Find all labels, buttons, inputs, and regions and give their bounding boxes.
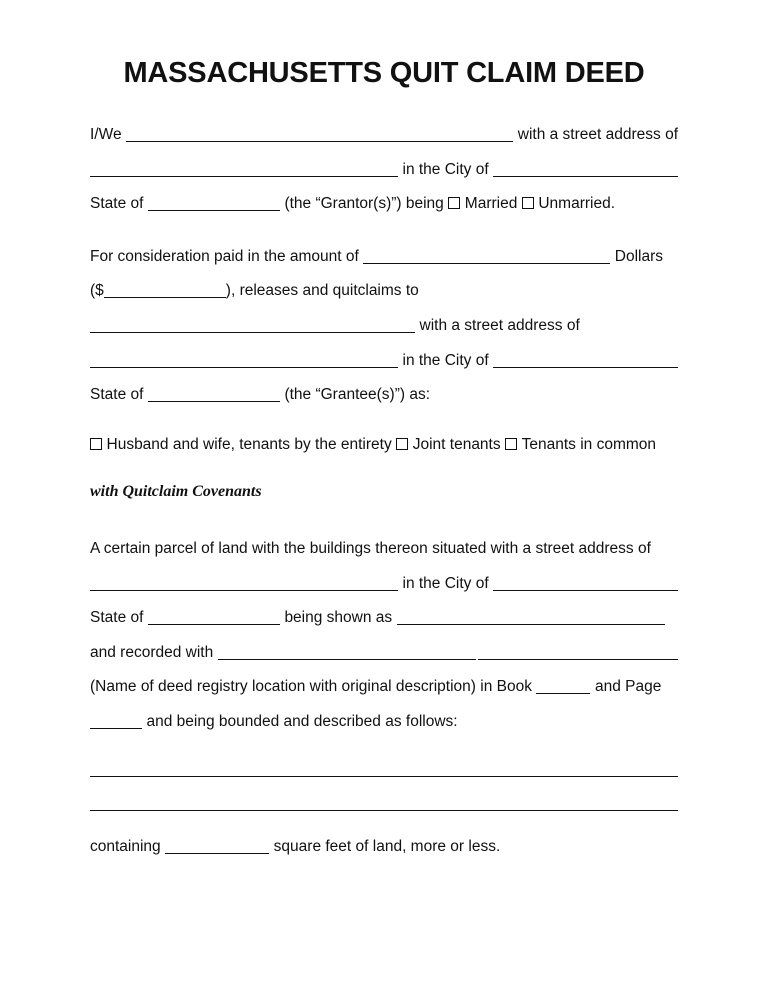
form-line <box>90 317 678 352</box>
form-text: (the “Grantor(s)”) being <box>284 195 444 213</box>
form-text: square feet of land, more or less. <box>273 837 501 855</box>
form-text: ($ <box>90 282 104 300</box>
form-text: Married <box>464 195 518 213</box>
paragraph-covenants <box>90 483 678 518</box>
paragraph-containing-clause <box>90 838 678 873</box>
form-text: Husband and wife, tenants by the entirety <box>106 435 392 453</box>
form-text: and Page <box>594 678 662 696</box>
paragraph-grantor-clause <box>90 126 678 230</box>
form-line <box>90 761 678 796</box>
form-line <box>90 644 678 679</box>
form-text: State of <box>90 386 144 404</box>
property-street-address-blank[interactable] <box>90 578 398 591</box>
form-line <box>90 540 678 575</box>
covenant-text: with Quitclaim Covenants <box>90 483 262 501</box>
form-line <box>90 352 678 387</box>
form-text: in the City of <box>402 351 489 369</box>
form-line <box>90 248 678 283</box>
property-description-line-2-blank[interactable] <box>90 798 678 811</box>
form-text: Tenants in common <box>521 435 657 453</box>
form-line <box>90 575 678 610</box>
form-line <box>90 678 678 713</box>
property-city-blank[interactable] <box>493 578 678 591</box>
paragraph-consideration-grantee-clause <box>90 248 678 421</box>
form-text: being shown as <box>284 609 393 627</box>
tenants-in-common-checkbox[interactable] <box>505 438 517 450</box>
form-text: and being bounded and described as follows: <box>146 712 458 730</box>
form-line <box>90 795 678 830</box>
husband-and-wife-tenants-by-entirety-checkbox[interactable] <box>90 438 102 450</box>
form-text: I/We <box>90 126 122 143</box>
form-text: A certain parcel of land with the buildings thereon situated with a street address of <box>90 539 651 557</box>
form-line <box>90 161 678 196</box>
form-text: ), releases and quitclaims to <box>225 282 419 300</box>
grantee-street-address-blank[interactable] <box>90 355 398 368</box>
form-text: with a street address of <box>419 316 580 334</box>
book-number-blank[interactable] <box>536 681 590 694</box>
paragraph-description-blank-lines <box>90 761 678 830</box>
property-plan-reference-blank[interactable] <box>397 612 665 625</box>
grantor-names-blank[interactable] <box>126 129 513 142</box>
form-line <box>90 609 678 644</box>
form-text: (the “Grantee(s)”) as: <box>284 386 430 404</box>
consideration-amount-numeric-blank[interactable] <box>104 285 226 298</box>
form-line <box>90 483 678 518</box>
form-text: State of <box>90 609 144 627</box>
form-line <box>90 713 678 748</box>
consideration-amount-words-blank[interactable] <box>363 251 610 264</box>
married-checkbox[interactable] <box>448 197 460 209</box>
form-text: For consideration paid in the amount of <box>90 247 359 265</box>
form-text: State of <box>90 195 144 213</box>
grantor-street-address-blank[interactable] <box>90 164 398 177</box>
unmarried-checkbox[interactable] <box>522 197 534 209</box>
form-text: in the City of <box>402 574 489 592</box>
land-area-square-feet-blank[interactable] <box>165 841 269 854</box>
joint-tenants-checkbox[interactable] <box>396 438 408 450</box>
grantee-names-blank[interactable] <box>90 320 415 333</box>
form-line <box>90 386 678 421</box>
grantor-state-blank[interactable] <box>148 198 280 211</box>
form-text: in the City of <box>402 160 489 178</box>
deed-registry-name-blank[interactable] <box>218 647 476 660</box>
paragraph-tenancy-options <box>90 436 678 471</box>
document-body <box>90 126 678 872</box>
form-text: with a street address of <box>517 126 678 143</box>
property-state-blank[interactable] <box>148 612 280 625</box>
property-description-line-1-blank[interactable] <box>90 764 678 777</box>
form-text: Dollars <box>614 247 663 265</box>
form-text: containing <box>90 837 161 855</box>
form-text: Joint tenants <box>412 435 501 453</box>
form-line <box>90 282 678 317</box>
grantor-city-blank[interactable] <box>493 164 678 177</box>
paragraph-property-description-clause <box>90 540 678 748</box>
grantee-city-blank[interactable] <box>493 355 678 368</box>
form-text: and recorded with <box>90 643 214 661</box>
form-text: (Name of deed registry location with original description) in Book <box>90 678 532 696</box>
page-number-blank[interactable] <box>90 716 142 729</box>
document-title: MASSACHUSETTS QUIT CLAIM DEED <box>123 57 645 89</box>
form-line <box>90 195 678 230</box>
form-text: Unmarried. <box>538 195 616 213</box>
deed-registry-name-continued-blank[interactable] <box>478 647 678 660</box>
form-line <box>90 838 678 873</box>
form-line <box>90 436 678 471</box>
form-line <box>90 126 678 161</box>
grantee-state-blank[interactable] <box>148 389 280 402</box>
